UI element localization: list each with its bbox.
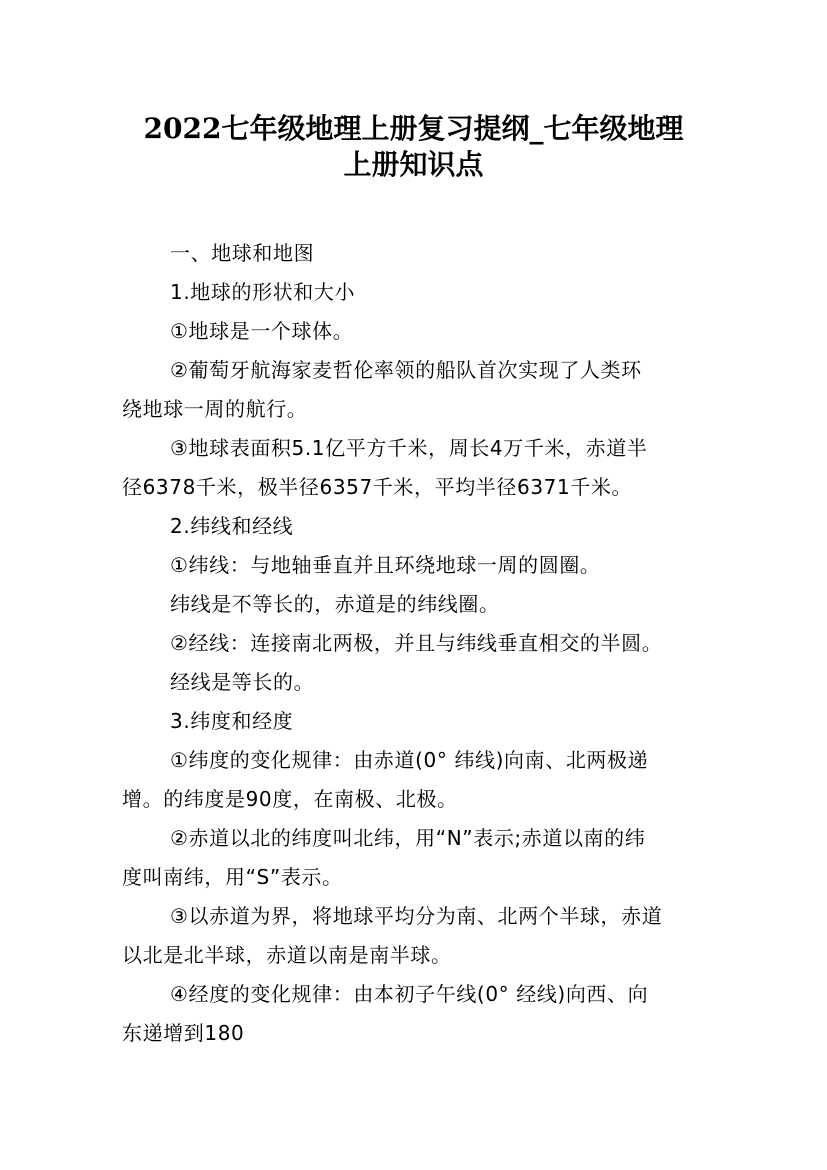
paragraph-line: ①地球是一个球体。 [170,319,354,343]
paragraph [122,351,712,429]
paragraph-line: ③以赤道为界，将地球平均分为南、北两个半球，赤道 [170,904,663,928]
paragraph [122,273,712,312]
paragraph [122,702,712,741]
paragraph [122,234,712,273]
document-title-line-2: 上册知识点 [343,148,484,181]
paragraph [122,975,712,1053]
document-title-line-1: 2022七年级地理上册复习提纲_七年级地理 [143,112,684,145]
paragraph-line: 纬线是不等长的，赤道是的纬线圈。 [170,592,500,616]
paragraph [122,546,712,585]
paragraph-line: 2.纬线和经线 [170,514,294,538]
paragraph [122,624,712,663]
paragraph-line: 一、地球和地图 [170,241,315,265]
paragraph-line: 以北是北半球，赤道以南是南半球。 [122,943,452,967]
paragraph [122,663,712,702]
paragraph-line: ②葡萄牙航海家麦哲伦率领的船队首次实现了人类环 [170,358,642,382]
paragraph-line: ①纬线：与地轴垂直并且环绕地球一周的圆圈。 [170,553,601,577]
paragraph-line: 绕地球一周的航行。 [122,397,308,421]
paragraph-line: ④经度的变化规律：由本初子午线(0° 经线)向西、向 [170,982,649,1006]
paragraph [122,819,712,897]
paragraph-line: 3.纬度和经度 [170,709,294,733]
paragraph-line: ①纬度的变化规律：由赤道(0° 纬线)向南、北两极递 [170,748,649,772]
paragraph-line: 1.地球的形状和大小 [170,280,356,304]
paragraph-line: ②赤道以北的纬度叫北纬，用“N”表示;赤道以南的纬 [170,826,646,850]
paragraph [122,507,712,546]
paragraph [122,312,712,351]
paragraph-line: 经线是等长的。 [170,670,315,694]
paragraph [122,585,712,624]
paragraph-line: 东递增到180 [122,1021,245,1045]
paragraph-line: ②经线：连接南北两极，并且与纬线垂直相交的半圆。 [170,631,663,655]
paragraph [122,897,712,975]
paragraph-line: 度叫南纬，用“S”表示。 [122,865,343,889]
paragraph-line: ③地球表面积5.1亿平方千米，周长4万千米，赤道半 [170,436,648,460]
paragraph-line: 增。的纬度是90度，在南极、北极。 [122,787,458,811]
paragraph [122,741,712,819]
paragraph-line: 径6378千米，极半径6357千米，平均半径6371千米。 [122,475,633,499]
paragraph [122,429,712,507]
